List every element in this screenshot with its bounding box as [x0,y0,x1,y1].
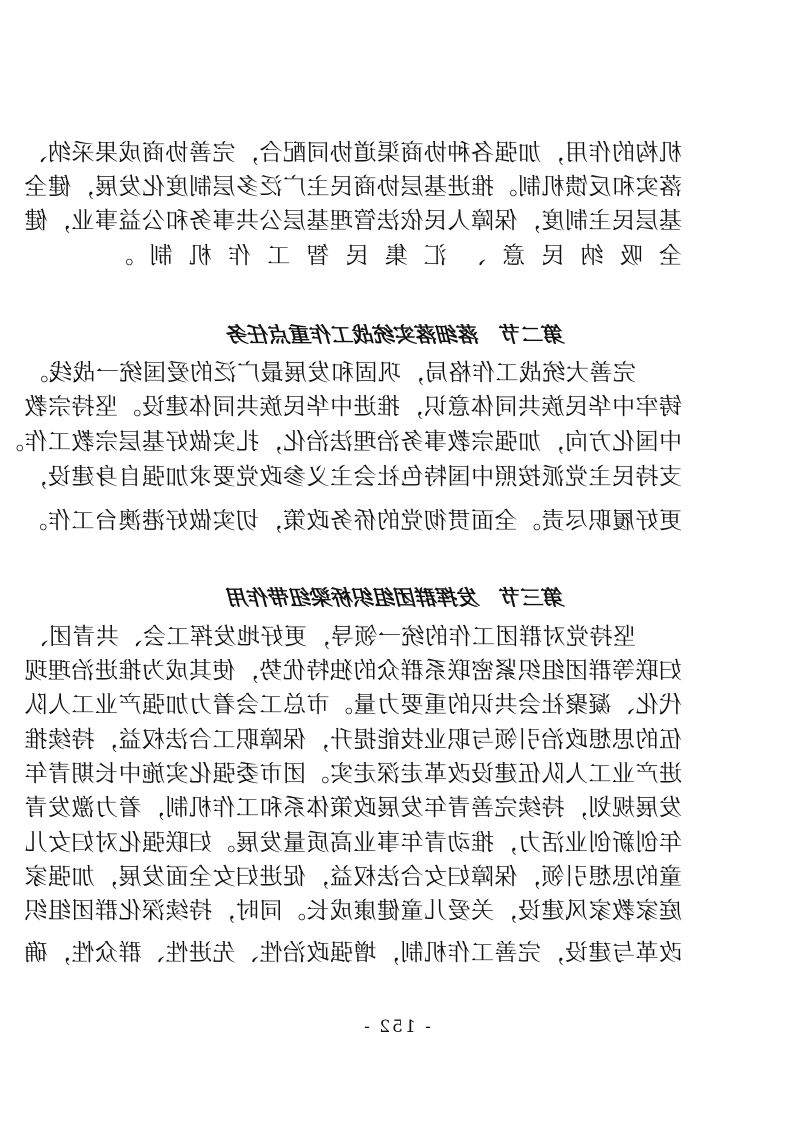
section-2-line-5: 更好履职尽责。全面贯彻党的侨务政策，切实做好港澳台工作。 [24,508,682,534]
intro-line-2: 落实和反馈机制。推进基层协商民主广泛多层制度化发展，健全 [24,174,682,200]
section-2-line-1: 完善大统战工作格局，巩固和发展最广泛的爱国统一战线。 [25,360,636,386]
section-2-line-3: 中国化方向，加强宗教事务治理法治化，扎实做好基层宗教工作。 [0,429,682,455]
section-3-line-3: 代化、凝聚社会共识的重要力量。市总工会着力加强产业工人队 [24,692,682,718]
section-3-line-2: 妇联等群团组织紧密联系群众的独特优势，使其成为推进治理现 [24,658,682,684]
section-3-line-6: 发展规划，持续完善青年发展政策体系和工作机制，着力激发青 [24,795,682,821]
section-2-title: 落细落实统战工作重点任务 [228,323,480,347]
section-3-line-7: 年创新创业活力，推动青年事业高质量发展。妇联强化对妇女儿 [24,830,682,856]
section-3-title: 发挥群团组织桥梁纽带作用 [228,586,480,610]
section-3-heading [0,585,793,611]
section-2-number: 第二节 [502,323,565,347]
section-3-line-4: 伍的思想政治引领与职业技能提升，保障职工合法权益，持续推 [24,727,682,753]
section-2-heading [0,322,793,348]
section-3-line-8: 童的思想引领，保障妇女合法权益，促进妇女全面发展，加强家 [24,864,682,890]
section-2-line-2: 铸牢中华民族共同体意识，推进中华民族共同体建设。坚持宗教 [24,394,682,420]
section-3-line-10: 改革与建设，完善工作机制，增强政治性、先进性、群众性，确 [24,940,682,966]
section-3-number: 第三节 [502,586,565,610]
intro-line-4: 全吸纳民意、汇集民智工作机制。 [110,243,682,269]
section-3-line-1: 坚持党对群团工作的统一领导，更好地发挥工会、共青团、 [25,624,636,650]
intro-line-1: 机构的作用，加强各种协商渠道协同配合，完善协商成果采纳、 [24,140,682,166]
section-3-line-9: 庭家教家风建设，关爱儿童健康成长。同时，持续深化群团组织 [24,898,682,924]
section-3-line-5: 进产业工人队伍建设改革走深走实。团市委强化实施中长期青年 [24,761,682,787]
intro-line-3: 基层民主制度，保障人民依法管理基层公共事务和公益事业，健 [24,208,682,234]
page-number: - 152 - [362,1017,431,1037]
section-2-line-4: 支持民主党派按照中国特色社会主义参政党要求加强自身建设， [24,464,682,490]
